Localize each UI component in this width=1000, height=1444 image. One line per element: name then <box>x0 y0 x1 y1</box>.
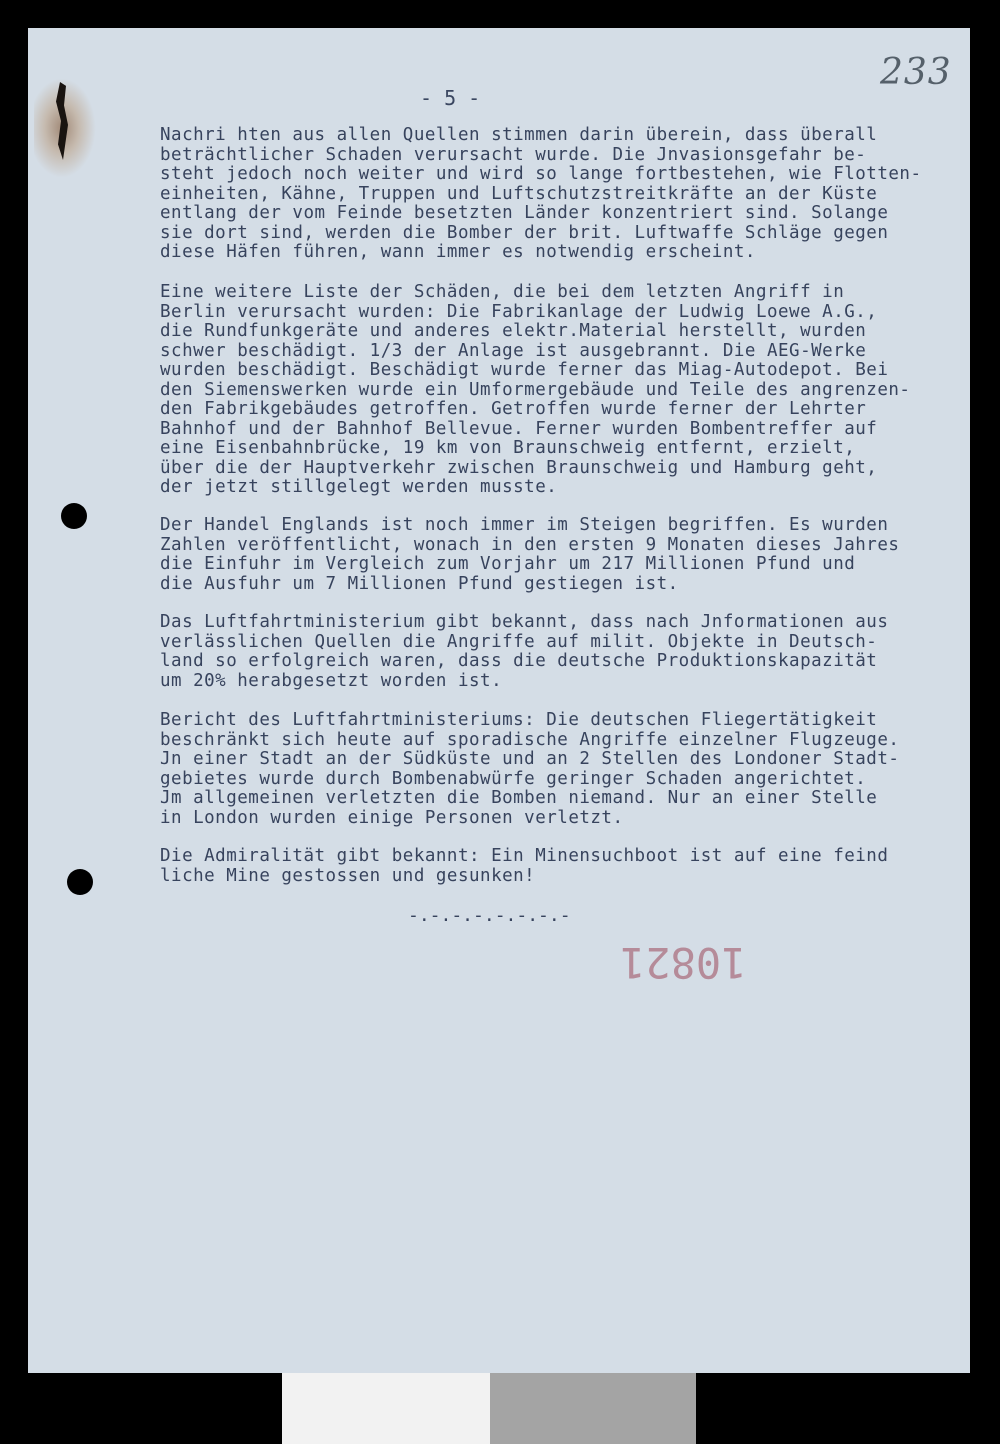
color-card-white <box>282 1373 490 1444</box>
page-number: - 5 - <box>420 86 481 110</box>
archive-stamp: 10821 <box>620 938 747 987</box>
paragraph-3: Der Handel Englands ist noch immer im Steigen begriffen. Es wurden Zahlen veröffentlicht, wonach in den ersten 9 Monaten dieses Jahres die Einfuhr im Vergleich zum Vorjahr um 217 Millionen Pfund und die Ausfuhr um 7 Millionen Pfund gestiegen ist. <box>160 515 900 594</box>
color-card-gray <box>490 1373 696 1444</box>
punch-hole-top <box>61 503 87 529</box>
paragraph-2: Eine weitere Liste der Schäden, die bei dem letzten Angriff in Berlin verursacht wurden: Die Fabrikanlage der Ludwig Loewe A.G., die Rundfunkgeräte und anderes elektr.Material herstellt, wurden schwer beschädigt. 1/3 der Anlage ist ausgebrannt. Die AEG-Werke wurden beschädigt. Beschädigt wurde ferner das Miag-Autodepot. Bei den Siemenswerken wurde ein Umformergebäude und Teile des angrenzen- den Fabrikgebäudes getroffen. Getroffen wurde ferner der Lehrter Bahnhof und der Bahnhof Bellevue. Ferner wurden Bombentreffer auf eine Eisenbahnbrücke, 19 km von Braunschweig entfernt, erzielt, über die der Hauptverkehr zwischen Braunschweig und Hamburg geht, der jetzt stillgelegt werden musste. <box>160 282 911 497</box>
end-marker: -.-.-.-.-.-.-.- <box>408 905 571 926</box>
punch-hole-bottom <box>67 869 93 895</box>
paragraph-1: Nachri hten aus allen Quellen stimmen darin überein, dass überall beträchtlicher Schaden verursacht wurde. Die Jnvasionsgefahr be- steht jedoch noch weiter und wird so lange fortbestehen, wie Flotten- einheiten, Kähne, Truppen und Luftschutzstreitkräfte an der Küste entlang der vom Feinde besetzten Länder konzentriert sind. Solange sie dort sind, werden die Bomber der brit. Luftwaffe Schläge gegen diese Häfen führen, wann immer es notwendig erscheint. <box>160 125 922 262</box>
paragraph-6: Die Admiralität gibt bekannt: Ein Minensuchboot ist auf eine feind liche Mine gestossen und gesunken! <box>160 846 889 886</box>
paragraph-5: Bericht des Luftfahrtministeriums: Die deutschen Fliegertätigkeit beschränkt sich heute auf sporadische Angriffe einzelner Flugzeuge. Jn einer Stadt an der Südküste und an 2 Stellen des Londoner Stadt- gebietes wurde durch Bombenabwürfe geringer Schaden angerichtet. Jm allgemeinen verletzten die Bomben niemand. Nur an einer Stelle in London wurden einige Personen verletzt. <box>160 710 900 828</box>
paragraph-4: Das Luftfahrtministerium gibt bekannt, dass nach Jnformationen aus verlässlichen Quellen die Angriffe auf milit. Objekte in Deutsch- land so erfolgreich waren, dass die deutsche Produktionskapazität um 20% herabgesetzt worden ist. <box>160 612 889 691</box>
archive-page-number: 233 <box>880 52 952 93</box>
